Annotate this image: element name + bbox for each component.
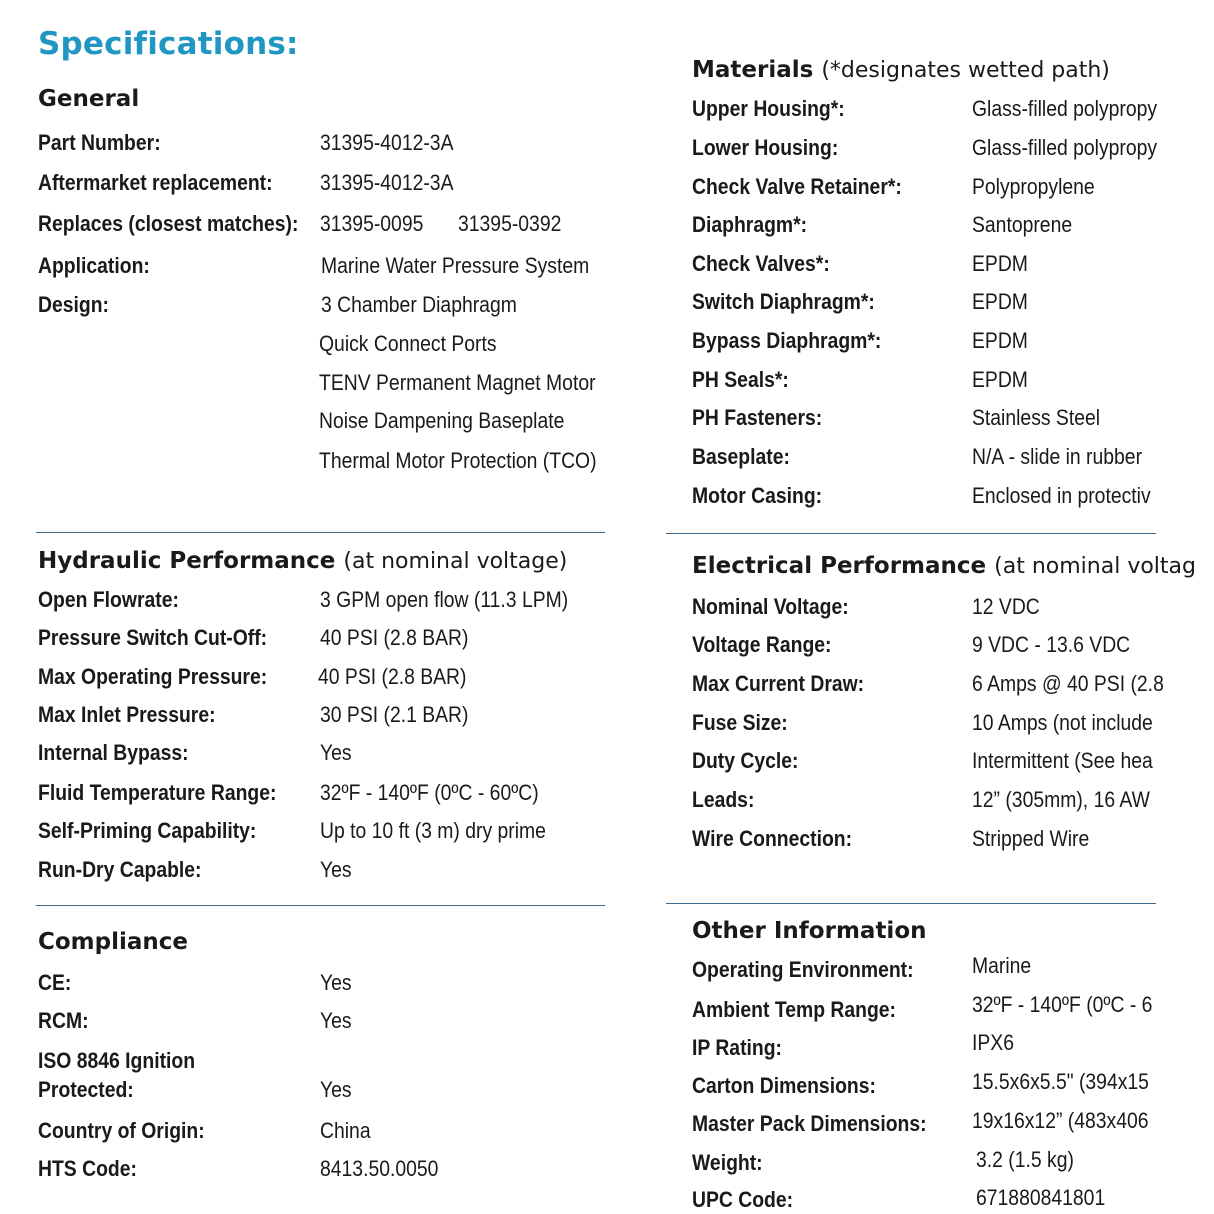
spec-value-ce: Yes	[320, 970, 352, 995]
section-heading-materials	[692, 57, 1110, 83]
spec-value-nominal-voltage: 12 VDC	[972, 594, 1040, 619]
spec-value-upper-housing: Glass-filled polypropy	[972, 96, 1158, 121]
spec-value-pressure-cutoff: 40 PSI (2.8 BAR)	[320, 625, 469, 650]
section-heading-compliance: Compliance	[38, 929, 189, 955]
spec-value-switch-diaphragm: EPDM	[972, 289, 1028, 314]
spec-value-ph-fasteners: Stainless Steel	[972, 405, 1101, 430]
spec-value-replaces-1: 31395-0095	[320, 211, 424, 236]
spec-label-bypass-diaphragm: Bypass Diaphragm*:	[692, 328, 882, 353]
spec-label-check-valve-retainer: Check Valve Retainer*:	[692, 174, 902, 199]
spec-value-ambient-temp: 32ºF - 140ºF (0ºC - 6	[972, 992, 1153, 1017]
spec-label-iso-ignition-cont: Protected:	[38, 1077, 134, 1102]
spec-label-aftermarket: Aftermarket replacement:	[38, 170, 273, 195]
spec-label-carton-dimensions: Carton Dimensions:	[692, 1073, 876, 1098]
spec-label-ambient-temp: Ambient Temp Range:	[692, 997, 897, 1022]
spec-label-fluid-temp-range: Fluid Temperature Range:	[38, 780, 277, 805]
spec-value-application: Marine Water Pressure System	[321, 253, 590, 278]
spec-value-lower-housing: Glass-filled polypropy	[972, 135, 1158, 160]
spec-label-ph-fasteners: PH Fasteners:	[692, 405, 823, 430]
spec-label-max-operating-pressure: Max Operating Pressure:	[38, 664, 268, 689]
spec-value-design: 3 Chamber Diaphragm	[321, 292, 517, 317]
spec-label-lower-housing: Lower Housing:	[692, 135, 839, 160]
spec-value-internal-bypass: Yes	[320, 740, 352, 765]
section-heading-materials-title: Materials	[692, 57, 814, 83]
spec-label-baseplate: Baseplate:	[692, 444, 790, 469]
spec-value-ip-rating: IPX6	[972, 1030, 1014, 1055]
spec-value-carton-dimensions: 15.5x6x5.5" (394x15	[972, 1069, 1149, 1094]
spec-value-run-dry: Yes	[320, 857, 352, 882]
section-heading-electrical-title: Electrical Performance	[692, 553, 987, 579]
spec-value-check-valve-retainer: Polypropylene	[972, 174, 1095, 199]
section-heading-hydraulic-note: (at nominal voltage)	[343, 549, 568, 574]
spec-label-fuse-size: Fuse Size:	[692, 710, 788, 735]
spec-label-upc-code: UPC Code:	[692, 1187, 794, 1212]
spec-label-operating-environment: Operating Environment:	[692, 957, 914, 982]
spec-value-rcm: Yes	[320, 1008, 352, 1033]
spec-label-check-valves: Check Valves*:	[692, 251, 830, 276]
spec-value-master-pack-dimensions: 19x16x12” (483x406	[972, 1108, 1149, 1133]
spec-value-aftermarket: 31395-4012-3A	[320, 170, 454, 195]
spec-label-rcm: RCM:	[38, 1008, 89, 1033]
spec-value-operating-environment: Marine	[972, 953, 1032, 978]
spec-label-weight: Weight:	[692, 1150, 763, 1175]
spec-label-upper-housing: Upper Housing*:	[692, 96, 845, 121]
spec-label-pressure-cutoff: Pressure Switch Cut-Off:	[38, 625, 268, 650]
section-divider	[36, 532, 605, 533]
section-heading-other: Other Information	[692, 918, 927, 944]
section-heading-general: General	[38, 86, 140, 112]
spec-label-application: Application:	[38, 253, 150, 278]
spec-value-check-valves: EPDM	[972, 251, 1028, 276]
spec-value-fuse-size: 10 Amps (not include	[972, 710, 1153, 735]
spec-value-iso-ignition: Yes	[320, 1077, 352, 1102]
spec-label-nominal-voltage: Nominal Voltage:	[692, 594, 849, 619]
right-column	[660, 0, 1196, 1214]
spec-value-baseplate: N/A - slide in rubber	[972, 444, 1143, 469]
spec-value-country-of-origin: China	[320, 1118, 371, 1143]
section-heading-materials-note: (*designates wetted path)	[821, 58, 1110, 83]
spec-value-fluid-temp-range: 32ºF - 140ºF (0ºC - 60ºC)	[320, 780, 539, 805]
spec-label-diaphragm: Diaphragm*:	[692, 212, 808, 237]
section-divider	[666, 533, 1156, 534]
spec-label-iso-ignition: ISO 8846 Ignition	[38, 1048, 196, 1073]
spec-value-design-extra: Thermal Motor Protection (TCO)	[319, 448, 597, 473]
spec-label-ph-seals: PH Seals*:	[692, 367, 789, 392]
spec-label-duty-cycle: Duty Cycle:	[692, 748, 799, 773]
spec-label-wire-connection: Wire Connection:	[692, 826, 853, 851]
spec-label-voltage-range: Voltage Range:	[692, 632, 832, 657]
spec-label-self-priming: Self-Priming Capability:	[38, 818, 257, 843]
spec-value-open-flowrate: 3 GPM open flow (11.3 LPM)	[320, 587, 569, 612]
spec-value-leads: 12” (305mm), 16 AW	[972, 787, 1150, 812]
spec-label-max-inlet-pressure: Max Inlet Pressure:	[38, 702, 216, 727]
spec-value-wire-connection: Stripped Wire	[972, 826, 1090, 851]
spec-value-voltage-range: 9 VDC - 13.6 VDC	[972, 632, 1131, 657]
spec-value-duty-cycle: Intermittent (See hea	[972, 748, 1153, 773]
spec-value-ph-seals: EPDM	[972, 367, 1028, 392]
page-title: Specifications:	[38, 26, 299, 62]
spec-value-max-operating-pressure: 40 PSI (2.8 BAR)	[318, 664, 467, 689]
section-heading-electrical-note: (at nominal voltag	[994, 554, 1196, 579]
section-heading-electrical	[692, 553, 1196, 579]
spec-label-motor-casing: Motor Casing:	[692, 483, 823, 508]
spec-label-country-of-origin: Country of Origin:	[38, 1118, 205, 1143]
section-heading-hydraulic	[38, 548, 567, 574]
spec-value-design-extra: TENV Permanent Magnet Motor	[319, 370, 596, 395]
spec-label-part-number: Part Number:	[38, 130, 161, 155]
spec-label-ip-rating: IP Rating:	[692, 1035, 782, 1060]
spec-label-design: Design:	[38, 292, 110, 317]
spec-label-master-pack-dimensions: Master Pack Dimensions:	[692, 1111, 927, 1136]
spec-label-max-current-draw: Max Current Draw:	[692, 671, 865, 696]
spec-label-switch-diaphragm: Switch Diaphragm*:	[692, 289, 875, 314]
spec-label-internal-bypass: Internal Bypass:	[38, 740, 189, 765]
spec-label-ce: CE:	[38, 970, 72, 995]
spec-value-max-current-draw: 6 Amps @ 40 PSI (2.8	[972, 671, 1164, 696]
section-divider	[36, 905, 605, 906]
section-heading-hydraulic-title: Hydraulic Performance	[38, 548, 336, 574]
spec-value-design-extra: Noise Dampening Baseplate	[319, 408, 565, 433]
spec-value-upc-code: 671880841801	[976, 1185, 1106, 1210]
section-divider	[666, 903, 1156, 904]
spec-value-replaces-2: 31395-0392	[458, 211, 562, 236]
spec-label-run-dry: Run-Dry Capable:	[38, 857, 202, 882]
spec-label-replaces: Replaces (closest matches):	[38, 211, 299, 236]
spec-value-self-priming: Up to 10 ft (3 m) dry prime	[320, 818, 546, 843]
spec-label-open-flowrate: Open Flowrate:	[38, 587, 179, 612]
spec-value-weight: 3.2 (1.5 kg)	[976, 1147, 1074, 1172]
spec-value-part-number: 31395-4012-3A	[320, 130, 454, 155]
spec-value-bypass-diaphragm: EPDM	[972, 328, 1028, 353]
spec-value-max-inlet-pressure: 30 PSI (2.1 BAR)	[320, 702, 469, 727]
spec-value-diaphragm: Santoprene	[972, 212, 1073, 237]
spec-label-leads: Leads:	[692, 787, 755, 812]
spec-value-motor-casing: Enclosed in protectiv	[972, 483, 1151, 508]
spec-label-hts-code: HTS Code:	[38, 1156, 137, 1181]
spec-value-hts-code: 8413.50.0050	[320, 1156, 439, 1181]
spec-value-design-extra: Quick Connect Ports	[319, 331, 497, 356]
